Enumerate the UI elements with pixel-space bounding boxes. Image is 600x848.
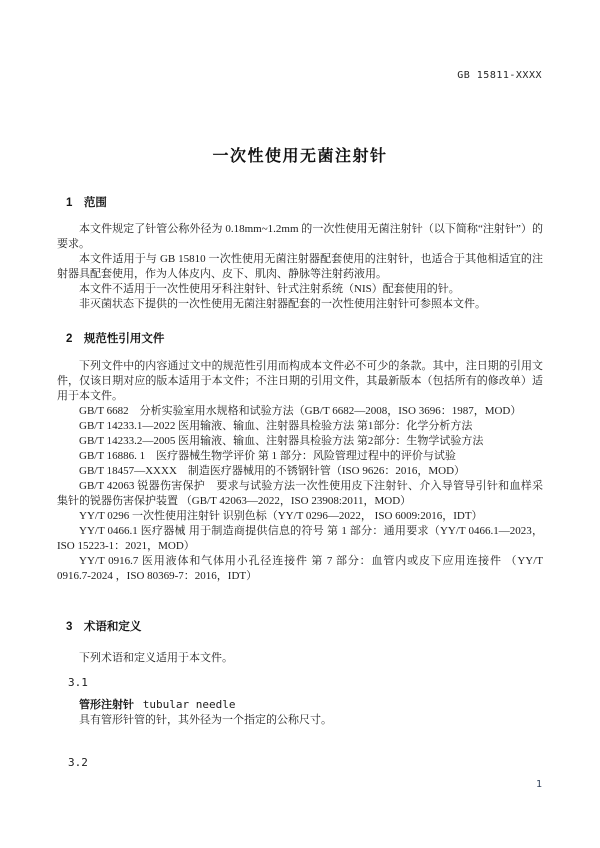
scope-paragraph-2: 本文件适用于与 GB 15810 一次性使用无菌注射器配套使用的注射针，也适合于其他相适宜的注射器具配套使用，作为人体皮内、皮下、肌肉、静脉等注射药液用。	[57, 253, 543, 280]
term-number-3-2: 3.2	[68, 756, 88, 769]
terms-intro: 下列术语和定义适用于本文件。	[79, 652, 233, 664]
section-scope-heading: 1 范围	[66, 197, 107, 209]
term-number-3-1: 3.1	[68, 676, 88, 689]
scope-paragraph-3: 本文件不适用于一次性使用牙科注射针、针式注射系统（NIS）配套使用的针。	[79, 283, 460, 295]
page-footer	[536, 779, 542, 790]
references-intro: 下列文件中的内容通过文中的规范性引用而构成本文件必不可少的条款。其中，注日期的引用文件，仅该日期对应的版本适用于本文件；不注日期的引用文件，其最新版本（包括所有的修改单）适用于本文件。	[57, 360, 543, 402]
term-chinese-label: 管形注射针	[79, 699, 134, 711]
reference-item: GB/T 6682 分析实验室用水规格和试验方法（GB/T 6682—2008，ISO 3696：1987，MOD）	[79, 405, 522, 417]
reference-item: YY/T 0916.7 医用液体和气体用小孔径连接件 第 7 部分：血管内或皮下应用连接件 （YY/T 0916.7-2024 ，ISO 80369-7：2016，IDT）	[57, 555, 546, 582]
reference-item: GB/T 18457—XXXX 制造医疗器械用的不锈钢针管（ISO 9626：2016，MOD）	[79, 465, 466, 477]
reference-item: GB/T 14233.2—2005 医用输液、输血、注射器具检验方法 第2部分：生物学试验方法	[79, 435, 484, 447]
reference-item: GB/T 14233.1—2022 医用输液、输血、注射器具检验方法 第1部分：化学分析方法	[79, 420, 473, 432]
section-terms-heading: 3 术语和定义	[66, 621, 142, 633]
term-title	[57, 697, 543, 713]
page-number: 1	[535, 779, 542, 790]
page-header	[457, 70, 542, 81]
term-english-label: tubular needle	[142, 698, 236, 711]
section-references-heading: 2 规范性引用文件	[66, 333, 165, 345]
term-definition: 具有管形针管的针，其外径为一个指定的公称尺寸。	[79, 714, 332, 726]
scope-paragraph-1: 本文件规定了针管公称外径为 0.18mm~1.2mm 的一次性使用无菌注射针（以下简称“注射针”）的要求。	[57, 223, 543, 250]
scope-paragraph-4: 非灭菌状态下提供的一次性使用无菌注射器配套的一次性使用注射针可参照本文件。	[79, 298, 486, 310]
reference-item: GB/T 16886. 1 医疗器械生物学评价 第 1 部分：风险管理过程中的评价与试验	[79, 450, 456, 462]
reference-item: GB/T 42063 锐器伤害保护 要求与试验方法一次性使用皮下注射针、介入导管导引针和血样采集针的锐器伤害保护装置 （GB/T 42063—2022，ISO 23908:2011，MOD）	[57, 480, 543, 507]
reference-item: YY/T 0296 一次性使用注射针 识别色标（YY/T 0296—2022， ISO 6009:2016，IDT）	[79, 510, 483, 522]
document-title: 一次性使用无菌注射针	[212, 148, 388, 165]
reference-item: YY/T 0466.1 医疗器械 用于制造商提供信息的符号 第 1 部分：通用要求（YY/T 0466.1—2023，ISO 15223-1：2021，MOD）	[57, 525, 543, 552]
standard-number: GB 15811-XXXX	[457, 70, 542, 81]
